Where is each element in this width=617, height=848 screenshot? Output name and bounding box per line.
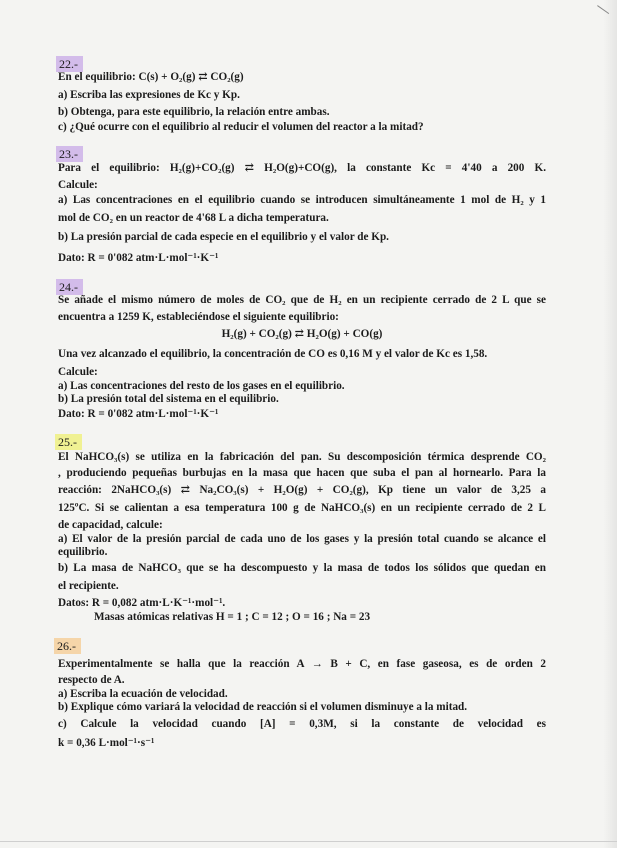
problem-line: el recipiente.	[58, 580, 119, 592]
problem-line: Calcule:	[58, 179, 98, 191]
problem-line: c) Calcule la velocidad cuando [A] = 0,3M, si la constante de velocidad es	[58, 718, 546, 730]
problem-line: Una vez alcanzado el equilibrio, la concentración de CO es 0,16 M y el valor de Kc es 1,58.	[58, 348, 488, 360]
problem-line: Experimentalmente se halla que la reacción A → B + C, en fase gaseosa, es de orden 2	[58, 658, 546, 670]
problem-line: respecto de A.	[58, 674, 125, 686]
problem-number: 22.-	[56, 56, 83, 72]
problem-line: b) La masa de NaHCO₃ que se ha descompuesto y la masa de todos los sólidos que quedan en	[58, 562, 546, 574]
problem-line: , produciendo pequeñas burbujas en la masa que hacen que suba el pan al hornearlo. Para la	[58, 467, 546, 479]
problem-line: de capacidad, calcule:	[58, 519, 163, 531]
problem-line: b) Explique cómo variará la velocidad de reacción si el volumen disminuye a la mitad.	[58, 701, 468, 713]
problem-number: 26.-	[54, 638, 81, 654]
problem-line: equilibrio.	[58, 546, 108, 558]
problem-number: 25.-	[55, 434, 82, 450]
problem-line: a) Las concentraciones del resto de los gases en el equilibrio.	[58, 380, 345, 392]
problem-line: Se añade el mismo número de moles de CO₂ que de H₂ en un recipiente cerrado de 2 L que se	[58, 294, 546, 306]
problem-line: c) ¿Qué ocurre con el equilibrio al reducir el volumen del reactor a la mitad?	[58, 121, 424, 133]
problem-line: El NaHCO₃(s) se utiliza en la fabricación del pan. Su descomposición térmica desprende CO₂	[58, 451, 546, 463]
problem-line: Datos: R = 0,082 atm·L·K⁻¹·mol⁻¹.	[58, 597, 226, 609]
problem-line: En el equilibrio: C(s) + O₂(g) ⇄ CO₂(g)	[58, 71, 244, 83]
problem-line: mol de CO₂ en un reactor de 4'68 L a dicha temperatura.	[58, 212, 329, 224]
problem-line: encuentra a 1259 K, estableciéndose el siguiente equilibrio:	[58, 311, 339, 323]
problem-line: b) La presión total del sistema en el equilibrio.	[58, 393, 279, 405]
problem-line: a) Las concentraciones en el equilibrio cuando se introducen simultáneamente 1 mol de H₂ y 1	[58, 194, 546, 206]
problem-line: Dato: R = 0'082 atm·L·mol⁻¹·K⁻¹	[58, 408, 219, 420]
page-bottom-edge	[0, 841, 617, 842]
problem-line: a) Escriba las expresiones de Kc y Kp.	[58, 89, 240, 101]
equation-line: H₂(g) + CO₂(g) ⇄ H₂O(g) + CO(g)	[221, 328, 383, 340]
problem-line: k = 0,36 L·mol⁻¹·s⁻¹	[58, 737, 155, 749]
problem-number: 23.-	[56, 146, 83, 162]
problem-line: reacción: 2NaHCO₃(s) ⇄ Na₂CO₃(s) + H₂O(g) + CO₂(g), Kp tiene un valor de 3,25 a	[58, 484, 546, 496]
problem-line: Masas atómicas relativas H = 1 ; C = 12 ; O = 16 ; Na = 23	[94, 611, 371, 623]
problem-number: 24.-	[56, 279, 83, 295]
page-edge-shadow	[603, 0, 617, 848]
problem-line: a) Escriba la ecuación de velocidad.	[58, 688, 228, 700]
problem-line: Calcule:	[58, 366, 98, 378]
problem-line: Para el equilibrio: H₂(g)+CO₂(g) ⇄ H₂O(g)+CO(g), la constante Kc = 4'40 a 200 K.	[58, 162, 546, 174]
problem-line: b) La presión parcial de cada especie en el equilibrio y el valor de Kp.	[58, 231, 389, 243]
problem-line: 125ºC. Si se calientan a esa temperatura 100 g de NaHCO₃(s) en un recipiente cerrado de 2 L	[58, 502, 546, 514]
problem-line: Dato: R = 0'082 atm·L·mol⁻¹·K⁻¹	[58, 252, 219, 264]
problem-line: a) El valor de la presión parcial de cada uno de los gases y la presión total cuando se alcance el	[58, 533, 546, 545]
problem-line: b) Obtenga, para este equilibrio, la relación entre ambas.	[58, 106, 330, 118]
